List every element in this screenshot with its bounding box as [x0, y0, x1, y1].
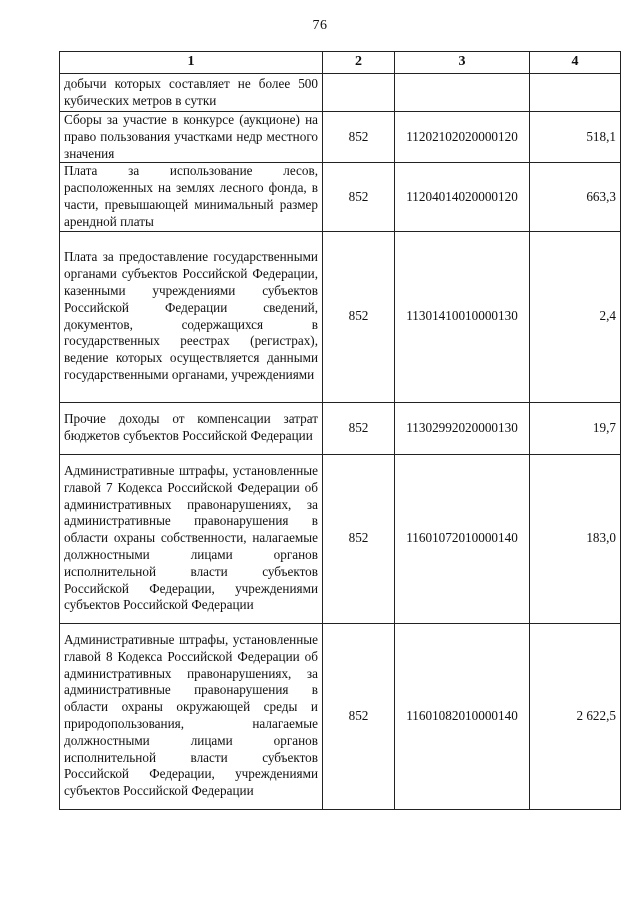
- row-amount: 2,4: [530, 231, 621, 402]
- row-code: 852: [323, 163, 395, 231]
- revenue-table: [59, 51, 621, 810]
- row-name: Плата за использование лесов, расположенных на землях лесного фонда, в части, превышающей минимальный размер арендной платы: [60, 163, 323, 231]
- row-kbk: 11301410010000130: [395, 231, 530, 402]
- table-row: [60, 623, 621, 809]
- row-name: Сборы за участие в конкурсе (аукционе) на право пользования участками недр местного значения: [60, 112, 323, 163]
- row-code: 852: [323, 402, 395, 454]
- row-code: 852: [323, 623, 395, 809]
- row-code: 852: [323, 112, 395, 163]
- header-col-2: 2: [323, 52, 395, 74]
- row-amount: 663,3: [530, 163, 621, 231]
- table-row: [60, 454, 621, 623]
- row-kbk: 11601082010000140: [395, 623, 530, 809]
- table-row: [60, 231, 621, 402]
- row-kbk: 11204014020000120: [395, 163, 530, 231]
- row-amount: [530, 74, 621, 112]
- table-header: [60, 52, 621, 74]
- table-row: [60, 163, 621, 231]
- row-amount: 19,7: [530, 402, 621, 454]
- row-amount: 2 622,5: [530, 623, 621, 809]
- row-code: [323, 74, 395, 112]
- row-kbk: [395, 74, 530, 112]
- row-name: Административные штрафы, установленные главой 7 Кодекса Российской Федерации об административных правонарушениях, за административные правонарушения в области охраны собственности, налагаемые должностными лицами органов исполнительной власти субъектов Российской Федерации, учреждениями субъектов Российской Федерации: [60, 454, 323, 623]
- row-amount: 183,0: [530, 454, 621, 623]
- row-kbk: 11202102020000120: [395, 112, 530, 163]
- table-row: [60, 402, 621, 454]
- header-col-3: 3: [395, 52, 530, 74]
- row-name: Плата за предоставление государственными органами субъектов Российской Федерации, казенными учреждениями субъектов Российской Федерации сведений, документов, содержащихся в государственных реестрах (регистрах), ведение которых осуществляется данными государственными органами, учреждениями: [60, 231, 323, 402]
- page-number: 76: [312, 18, 328, 33]
- table-row: [60, 74, 621, 112]
- header-col-4: 4: [530, 52, 621, 74]
- header-col-1: 1: [60, 52, 323, 74]
- row-code: 852: [323, 231, 395, 402]
- header-row: [60, 52, 621, 74]
- row-name: добычи которых составляет не более 500 кубических метров в сутки: [60, 74, 323, 112]
- row-name: Административные штрафы, установленные главой 8 Кодекса Российской Федерации об административных правонарушениях, за административные правонарушения в области охраны окружающей среды и природопользования, налагаемые должностными лицами органов исполнительной власти субъектов Российской Федерации, учреждениями субъектов Российской Федерации: [60, 623, 323, 809]
- row-kbk: 11601072010000140: [395, 454, 530, 623]
- table-body: [60, 74, 621, 810]
- row-name: Прочие доходы от компенсации затрат бюджетов субъектов Российской Федерации: [60, 402, 323, 454]
- row-code: 852: [323, 454, 395, 623]
- table-row: [60, 112, 621, 163]
- row-kbk: 11302992020000130: [395, 402, 530, 454]
- row-amount: 518,1: [530, 112, 621, 163]
